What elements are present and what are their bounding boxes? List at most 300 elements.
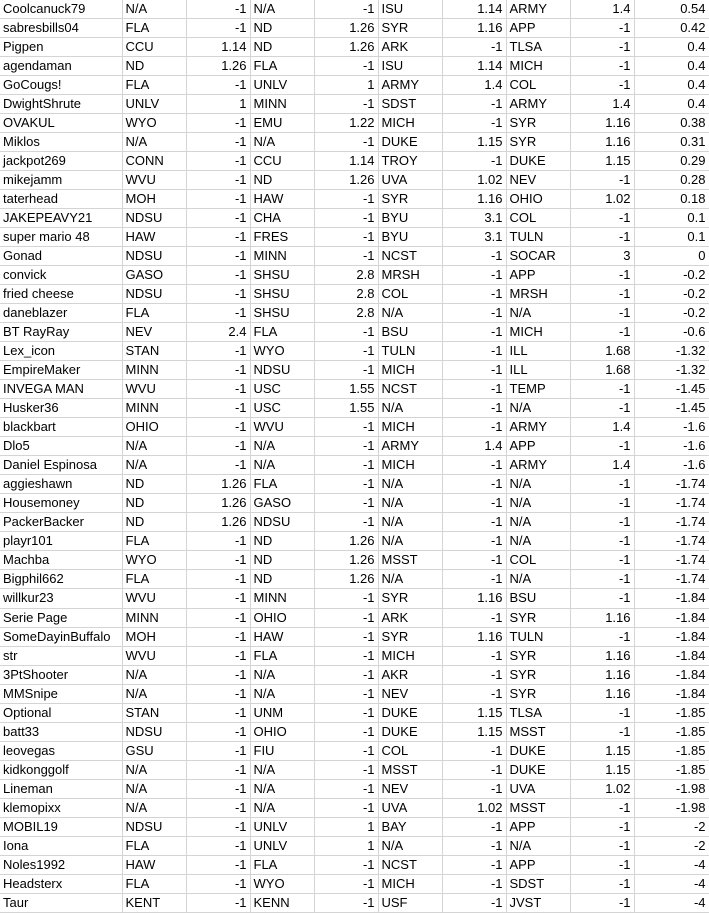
cell-pick4-value[interactable]: -1 [570, 437, 634, 456]
cell-pick4-team[interactable]: N/A [506, 513, 570, 532]
cell-player-name[interactable]: convick [0, 266, 122, 285]
cell-pick3-value[interactable]: -1 [442, 608, 506, 627]
cell-pick1-value[interactable]: 1.14 [186, 38, 250, 57]
cell-pick1-team[interactable]: STAN [122, 703, 186, 722]
cell-pick1-value[interactable]: -1 [186, 247, 250, 266]
cell-pick3-value[interactable]: -1 [442, 513, 506, 532]
cell-pick3-team[interactable]: TROY [378, 152, 442, 171]
cell-pick4-value[interactable]: -1 [570, 19, 634, 38]
cell-total[interactable]: -1.84 [634, 665, 709, 684]
cell-pick2-team[interactable]: GASO [250, 494, 314, 513]
cell-player-name[interactable]: Housemoney [0, 494, 122, 513]
cell-pick1-value[interactable]: -1 [186, 703, 250, 722]
cell-pick1-value[interactable]: -1 [186, 171, 250, 190]
cell-player-name[interactable]: kidkonggolf [0, 760, 122, 779]
cell-player-name[interactable]: str [0, 646, 122, 665]
cell-pick2-value[interactable]: -1 [314, 0, 378, 19]
cell-player-name[interactable]: Coolcanuck79 [0, 0, 122, 19]
cell-pick4-value[interactable]: -1 [570, 532, 634, 551]
cell-pick1-team[interactable]: STAN [122, 342, 186, 361]
cell-pick4-team[interactable]: SYR [506, 665, 570, 684]
cell-pick1-value[interactable]: -1 [186, 532, 250, 551]
cell-pick1-value[interactable]: -1 [186, 114, 250, 133]
cell-pick2-value[interactable]: -1 [314, 760, 378, 779]
cell-pick3-value[interactable]: -1 [442, 665, 506, 684]
cell-pick2-team[interactable]: MINN [250, 95, 314, 114]
cell-pick1-value[interactable]: -1 [186, 874, 250, 893]
cell-pick4-value[interactable]: 1.15 [570, 152, 634, 171]
cell-pick3-value[interactable]: 1.16 [442, 19, 506, 38]
cell-total[interactable]: 0.28 [634, 171, 709, 190]
cell-player-name[interactable]: Taur [0, 893, 122, 912]
cell-pick4-team[interactable]: TULN [506, 627, 570, 646]
cell-pick4-team[interactable]: N/A [506, 836, 570, 855]
cell-pick4-value[interactable]: 1.16 [570, 665, 634, 684]
cell-pick3-value[interactable]: -1 [442, 874, 506, 893]
cell-pick2-value[interactable]: -1 [314, 494, 378, 513]
cell-pick2-team[interactable]: HAW [250, 190, 314, 209]
cell-pick3-team[interactable]: N/A [378, 304, 442, 323]
cell-pick2-value[interactable]: -1 [314, 589, 378, 608]
cell-pick3-team[interactable]: TULN [378, 342, 442, 361]
cell-pick4-team[interactable]: APP [506, 437, 570, 456]
cell-pick4-team[interactable]: UVA [506, 779, 570, 798]
cell-total[interactable]: -1.45 [634, 380, 709, 399]
cell-pick4-value[interactable]: -1 [570, 57, 634, 76]
cell-pick1-team[interactable]: NDSU [122, 285, 186, 304]
cell-total[interactable]: -1.6 [634, 437, 709, 456]
cell-pick2-value[interactable]: 1.14 [314, 152, 378, 171]
cell-pick3-team[interactable]: ARK [378, 38, 442, 57]
cell-pick2-value[interactable]: -1 [314, 684, 378, 703]
cell-pick2-team[interactable]: N/A [250, 437, 314, 456]
cell-pick4-team[interactable]: MSST [506, 798, 570, 817]
cell-pick4-team[interactable]: SDST [506, 874, 570, 893]
cell-pick4-team[interactable]: OHIO [506, 190, 570, 209]
cell-pick4-team[interactable]: JVST [506, 893, 570, 912]
cell-pick4-value[interactable]: -1 [570, 380, 634, 399]
cell-pick3-value[interactable]: -1 [442, 247, 506, 266]
cell-pick4-value[interactable]: -1 [570, 323, 634, 342]
cell-pick4-value[interactable]: -1 [570, 703, 634, 722]
cell-pick4-team[interactable]: TLSA [506, 703, 570, 722]
cell-pick1-value[interactable]: -1 [186, 551, 250, 570]
cell-pick2-value[interactable]: -1 [314, 247, 378, 266]
cell-pick1-team[interactable]: ND [122, 57, 186, 76]
cell-pick3-team[interactable]: MICH [378, 456, 442, 475]
cell-pick3-value[interactable]: -1 [442, 266, 506, 285]
cell-pick2-value[interactable]: -1 [314, 608, 378, 627]
cell-pick1-value[interactable]: -1 [186, 0, 250, 19]
cell-player-name[interactable]: MMSnipe [0, 684, 122, 703]
cell-pick2-value[interactable]: 1.26 [314, 551, 378, 570]
cell-pick2-team[interactable]: FLA [250, 57, 314, 76]
cell-pick3-team[interactable]: N/A [378, 475, 442, 494]
cell-pick2-value[interactable]: 2.8 [314, 285, 378, 304]
cell-pick4-team[interactable]: APP [506, 19, 570, 38]
cell-pick2-team[interactable]: MINN [250, 247, 314, 266]
cell-pick1-value[interactable]: -1 [186, 836, 250, 855]
cell-pick4-value[interactable]: 1.16 [570, 684, 634, 703]
cell-pick1-team[interactable]: NDSU [122, 722, 186, 741]
cell-pick2-team[interactable]: WYO [250, 342, 314, 361]
cell-pick1-value[interactable]: -1 [186, 741, 250, 760]
cell-pick3-team[interactable]: ISU [378, 57, 442, 76]
cell-pick4-value[interactable]: -1 [570, 228, 634, 247]
cell-pick1-team[interactable]: N/A [122, 684, 186, 703]
cell-pick1-team[interactable]: N/A [122, 437, 186, 456]
cell-pick3-value[interactable]: -1 [442, 760, 506, 779]
cell-total[interactable]: -1.6 [634, 418, 709, 437]
cell-pick2-value[interactable]: 1.55 [314, 380, 378, 399]
cell-pick4-team[interactable]: ARMY [506, 0, 570, 19]
cell-pick1-value[interactable]: 1.26 [186, 494, 250, 513]
cell-player-name[interactable]: DwightShrute [0, 95, 122, 114]
cell-pick4-value[interactable]: -1 [570, 570, 634, 589]
cell-pick2-team[interactable]: N/A [250, 665, 314, 684]
cell-pick2-value[interactable]: -1 [314, 437, 378, 456]
cell-pick2-value[interactable]: -1 [314, 361, 378, 380]
cell-pick3-value[interactable]: -1 [442, 342, 506, 361]
cell-pick1-team[interactable]: FLA [122, 570, 186, 589]
cell-pick2-team[interactable]: N/A [250, 798, 314, 817]
cell-pick3-team[interactable]: MSST [378, 760, 442, 779]
cell-pick4-value[interactable]: 1.4 [570, 456, 634, 475]
cell-pick4-value[interactable]: -1 [570, 551, 634, 570]
cell-player-name[interactable]: Dlo5 [0, 437, 122, 456]
cell-pick1-team[interactable]: HAW [122, 855, 186, 874]
cell-pick4-value[interactable]: 1.16 [570, 646, 634, 665]
cell-pick4-value[interactable]: -1 [570, 285, 634, 304]
cell-pick2-team[interactable]: USC [250, 399, 314, 418]
cell-pick1-team[interactable]: N/A [122, 798, 186, 817]
cell-pick1-team[interactable]: FLA [122, 836, 186, 855]
cell-pick3-team[interactable]: ARK [378, 608, 442, 627]
cell-pick4-team[interactable]: SYR [506, 684, 570, 703]
cell-total[interactable]: -1.98 [634, 779, 709, 798]
cell-pick4-team[interactable]: MICH [506, 323, 570, 342]
cell-pick1-team[interactable]: ND [122, 475, 186, 494]
cell-pick2-value[interactable]: -1 [314, 798, 378, 817]
cell-pick1-value[interactable]: -1 [186, 190, 250, 209]
cell-pick3-team[interactable]: N/A [378, 570, 442, 589]
cell-pick3-value[interactable]: 1.16 [442, 190, 506, 209]
cell-pick1-team[interactable]: KENT [122, 893, 186, 912]
cell-pick2-value[interactable]: -1 [314, 323, 378, 342]
cell-player-name[interactable]: blackbart [0, 418, 122, 437]
cell-pick2-value[interactable]: -1 [314, 703, 378, 722]
cell-total[interactable]: 0.4 [634, 95, 709, 114]
cell-player-name[interactable]: Serie Page [0, 608, 122, 627]
cell-pick1-team[interactable]: MOH [122, 190, 186, 209]
cell-pick4-value[interactable]: -1 [570, 304, 634, 323]
cell-pick3-team[interactable]: MRSH [378, 266, 442, 285]
cell-pick3-value[interactable]: -1 [442, 779, 506, 798]
cell-pick3-team[interactable]: N/A [378, 513, 442, 532]
cell-pick2-team[interactable]: NDSU [250, 513, 314, 532]
cell-pick4-team[interactable]: SYR [506, 133, 570, 152]
cell-player-name[interactable]: GoCougs! [0, 76, 122, 95]
cell-pick2-value[interactable]: -1 [314, 190, 378, 209]
cell-pick2-value[interactable]: -1 [314, 855, 378, 874]
cell-pick1-team[interactable]: WYO [122, 551, 186, 570]
cell-pick4-team[interactable]: ILL [506, 361, 570, 380]
cell-pick1-value[interactable]: 1.26 [186, 513, 250, 532]
cell-pick3-value[interactable]: -1 [442, 456, 506, 475]
cell-pick2-value[interactable]: 2.8 [314, 266, 378, 285]
cell-pick4-value[interactable]: -1 [570, 836, 634, 855]
cell-pick3-value[interactable]: -1 [442, 532, 506, 551]
cell-pick4-value[interactable]: -1 [570, 627, 634, 646]
cell-player-name[interactable]: Gonad [0, 247, 122, 266]
cell-pick2-team[interactable]: OHIO [250, 722, 314, 741]
cell-pick3-value[interactable]: 1.4 [442, 76, 506, 95]
cell-pick2-team[interactable]: CCU [250, 152, 314, 171]
cell-pick1-team[interactable]: N/A [122, 779, 186, 798]
cell-pick4-value[interactable]: -1 [570, 171, 634, 190]
cell-pick3-team[interactable]: BSU [378, 323, 442, 342]
cell-pick1-value[interactable]: -1 [186, 76, 250, 95]
cell-pick2-value[interactable]: -1 [314, 228, 378, 247]
cell-pick3-value[interactable]: -1 [442, 684, 506, 703]
cell-pick2-team[interactable]: MINN [250, 589, 314, 608]
cell-pick4-team[interactable]: BSU [506, 589, 570, 608]
cell-pick3-value[interactable]: -1 [442, 494, 506, 513]
cell-pick1-value[interactable]: -1 [186, 418, 250, 437]
cell-pick1-value[interactable]: -1 [186, 627, 250, 646]
cell-pick4-value[interactable]: 1.68 [570, 361, 634, 380]
cell-pick2-value[interactable]: -1 [314, 133, 378, 152]
cell-pick2-value[interactable]: 1.26 [314, 19, 378, 38]
cell-player-name[interactable]: aggieshawn [0, 475, 122, 494]
cell-pick4-team[interactable]: N/A [506, 532, 570, 551]
cell-pick3-team[interactable]: UVA [378, 798, 442, 817]
cell-pick2-team[interactable]: N/A [250, 779, 314, 798]
cell-pick3-team[interactable]: ARMY [378, 437, 442, 456]
cell-pick2-team[interactable]: FLA [250, 855, 314, 874]
cell-player-name[interactable]: taterhead [0, 190, 122, 209]
cell-pick3-value[interactable]: -1 [442, 855, 506, 874]
cell-pick3-team[interactable]: SYR [378, 627, 442, 646]
cell-pick4-team[interactable]: N/A [506, 304, 570, 323]
cell-pick2-team[interactable]: SHSU [250, 304, 314, 323]
cell-total[interactable]: 0.42 [634, 19, 709, 38]
cell-pick2-team[interactable]: SHSU [250, 266, 314, 285]
cell-pick2-team[interactable]: ND [250, 570, 314, 589]
cell-pick3-team[interactable]: MSST [378, 551, 442, 570]
cell-pick1-team[interactable]: MOH [122, 627, 186, 646]
cell-pick2-value[interactable]: 1.55 [314, 399, 378, 418]
cell-pick2-value[interactable]: -1 [314, 513, 378, 532]
cell-player-name[interactable]: MOBIL19 [0, 817, 122, 836]
cell-player-name[interactable]: Husker36 [0, 399, 122, 418]
cell-pick3-team[interactable]: AKR [378, 665, 442, 684]
cell-pick2-team[interactable]: WVU [250, 418, 314, 437]
cell-pick1-value[interactable]: -1 [186, 19, 250, 38]
cell-pick2-value[interactable]: 1 [314, 836, 378, 855]
cell-pick3-value[interactable]: 1.15 [442, 133, 506, 152]
cell-pick3-value[interactable]: 3.1 [442, 228, 506, 247]
cell-pick1-value[interactable]: -1 [186, 228, 250, 247]
cell-pick3-value[interactable]: 1.14 [442, 0, 506, 19]
cell-pick1-value[interactable]: -1 [186, 456, 250, 475]
cell-total[interactable]: -4 [634, 893, 709, 912]
cell-total[interactable]: 0.4 [634, 76, 709, 95]
cell-pick4-team[interactable]: APP [506, 266, 570, 285]
cell-total[interactable]: -1.84 [634, 684, 709, 703]
cell-pick1-value[interactable]: -1 [186, 570, 250, 589]
cell-pick1-value[interactable]: -1 [186, 893, 250, 912]
cell-player-name[interactable]: agendaman [0, 57, 122, 76]
cell-pick1-team[interactable]: MINN [122, 608, 186, 627]
cell-pick2-value[interactable]: 1.26 [314, 171, 378, 190]
cell-pick4-value[interactable]: 1.4 [570, 95, 634, 114]
cell-pick1-value[interactable]: -1 [186, 855, 250, 874]
cell-pick3-team[interactable]: SDST [378, 95, 442, 114]
cell-total[interactable]: -0.6 [634, 323, 709, 342]
cell-pick3-value[interactable]: -1 [442, 817, 506, 836]
cell-pick3-team[interactable]: COL [378, 285, 442, 304]
cell-pick3-value[interactable]: -1 [442, 836, 506, 855]
cell-pick4-team[interactable]: COL [506, 209, 570, 228]
cell-pick1-team[interactable]: N/A [122, 456, 186, 475]
cell-pick4-team[interactable]: N/A [506, 399, 570, 418]
cell-pick3-team[interactable]: MICH [378, 874, 442, 893]
cell-pick1-value[interactable]: -1 [186, 266, 250, 285]
cell-pick1-team[interactable]: WVU [122, 380, 186, 399]
cell-pick2-value[interactable]: -1 [314, 209, 378, 228]
cell-pick3-value[interactable]: -1 [442, 475, 506, 494]
cell-player-name[interactable]: Lex_icon [0, 342, 122, 361]
cell-pick4-team[interactable]: DUKE [506, 741, 570, 760]
cell-player-name[interactable]: super mario 48 [0, 228, 122, 247]
cell-pick3-team[interactable]: NCST [378, 380, 442, 399]
cell-pick1-value[interactable]: -1 [186, 779, 250, 798]
cell-player-name[interactable]: Lineman [0, 779, 122, 798]
cell-pick2-team[interactable]: FLA [250, 323, 314, 342]
cell-pick1-value[interactable]: -1 [186, 798, 250, 817]
cell-pick1-value[interactable]: -1 [186, 589, 250, 608]
cell-total[interactable]: -1.84 [634, 627, 709, 646]
cell-pick2-team[interactable]: UNLV [250, 836, 314, 855]
cell-pick1-team[interactable]: FLA [122, 874, 186, 893]
cell-pick2-team[interactable]: OHIO [250, 608, 314, 627]
cell-pick3-value[interactable]: -1 [442, 646, 506, 665]
cell-pick3-team[interactable]: SYR [378, 589, 442, 608]
cell-pick4-team[interactable]: SYR [506, 608, 570, 627]
cell-pick1-team[interactable]: WVU [122, 646, 186, 665]
cell-pick2-team[interactable]: N/A [250, 133, 314, 152]
cell-pick4-team[interactable]: N/A [506, 494, 570, 513]
cell-pick4-team[interactable]: DUKE [506, 760, 570, 779]
cell-pick2-team[interactable]: FRES [250, 228, 314, 247]
cell-player-name[interactable]: mikejamm [0, 171, 122, 190]
cell-pick1-team[interactable]: OHIO [122, 418, 186, 437]
cell-pick1-team[interactable]: N/A [122, 0, 186, 19]
cell-total[interactable]: 0.1 [634, 209, 709, 228]
cell-pick1-team[interactable]: WVU [122, 589, 186, 608]
cell-total[interactable]: -1.85 [634, 741, 709, 760]
cell-player-name[interactable]: Miklos [0, 133, 122, 152]
cell-total[interactable]: -1.84 [634, 608, 709, 627]
cell-pick4-value[interactable]: 3 [570, 247, 634, 266]
cell-pick2-team[interactable]: UNLV [250, 817, 314, 836]
cell-pick3-value[interactable]: 1.4 [442, 437, 506, 456]
cell-pick2-value[interactable]: -1 [314, 665, 378, 684]
cell-pick3-team[interactable]: MICH [378, 361, 442, 380]
cell-total[interactable]: -1.85 [634, 703, 709, 722]
cell-pick3-team[interactable]: SYR [378, 19, 442, 38]
cell-pick2-value[interactable]: -1 [314, 418, 378, 437]
cell-pick1-value[interactable]: -1 [186, 342, 250, 361]
cell-pick4-value[interactable]: 1.16 [570, 608, 634, 627]
cell-player-name[interactable]: Iona [0, 836, 122, 855]
cell-player-name[interactable]: SomeDayinBuffalo [0, 627, 122, 646]
cell-pick4-value[interactable]: -1 [570, 893, 634, 912]
cell-pick2-value[interactable]: -1 [314, 456, 378, 475]
cell-pick4-value[interactable]: 1.16 [570, 114, 634, 133]
cell-player-name[interactable]: willkur23 [0, 589, 122, 608]
cell-pick2-team[interactable]: NDSU [250, 361, 314, 380]
cell-pick1-value[interactable]: -1 [186, 760, 250, 779]
cell-total[interactable]: 0.29 [634, 152, 709, 171]
cell-pick3-value[interactable]: -1 [442, 380, 506, 399]
cell-total[interactable]: -1.32 [634, 361, 709, 380]
cell-pick4-team[interactable]: MICH [506, 57, 570, 76]
cell-pick1-team[interactable]: HAW [122, 228, 186, 247]
cell-pick1-team[interactable]: GASO [122, 266, 186, 285]
cell-pick3-team[interactable]: MICH [378, 646, 442, 665]
cell-player-name[interactable]: Bigphil662 [0, 570, 122, 589]
cell-pick2-team[interactable]: UNLV [250, 76, 314, 95]
cell-pick1-team[interactable]: FLA [122, 304, 186, 323]
cell-pick1-value[interactable]: -1 [186, 646, 250, 665]
cell-pick1-value[interactable]: -1 [186, 304, 250, 323]
cell-pick4-value[interactable]: -1 [570, 589, 634, 608]
cell-pick1-team[interactable]: N/A [122, 133, 186, 152]
cell-pick3-team[interactable]: NEV [378, 684, 442, 703]
cell-pick3-team[interactable]: N/A [378, 399, 442, 418]
cell-pick3-value[interactable]: -1 [442, 570, 506, 589]
cell-pick4-value[interactable]: -1 [570, 475, 634, 494]
cell-pick1-team[interactable]: ND [122, 513, 186, 532]
cell-pick1-team[interactable]: MINN [122, 361, 186, 380]
cell-pick1-value[interactable]: -1 [186, 399, 250, 418]
cell-pick2-value[interactable]: -1 [314, 893, 378, 912]
cell-pick2-team[interactable]: ND [250, 532, 314, 551]
cell-pick4-value[interactable]: -1 [570, 209, 634, 228]
cell-pick3-value[interactable]: 1.15 [442, 722, 506, 741]
cell-pick3-value[interactable]: -1 [442, 114, 506, 133]
cell-total[interactable]: -4 [634, 855, 709, 874]
cell-pick2-team[interactable]: KENN [250, 893, 314, 912]
cell-pick2-team[interactable]: FLA [250, 646, 314, 665]
cell-pick2-value[interactable]: -1 [314, 95, 378, 114]
cell-player-name[interactable]: Daniel Espinosa [0, 456, 122, 475]
cell-pick1-team[interactable]: WVU [122, 171, 186, 190]
cell-pick4-value[interactable]: -1 [570, 874, 634, 893]
cell-pick4-team[interactable]: MSST [506, 722, 570, 741]
cell-total[interactable]: -2 [634, 836, 709, 855]
cell-pick2-team[interactable]: ND [250, 19, 314, 38]
cell-total[interactable]: -1.98 [634, 798, 709, 817]
cell-player-name[interactable]: PackerBacker [0, 513, 122, 532]
cell-pick1-value[interactable]: -1 [186, 608, 250, 627]
cell-pick3-value[interactable]: 1.14 [442, 57, 506, 76]
cell-pick4-team[interactable]: ARMY [506, 95, 570, 114]
cell-player-name[interactable]: playr101 [0, 532, 122, 551]
cell-pick3-team[interactable]: N/A [378, 494, 442, 513]
